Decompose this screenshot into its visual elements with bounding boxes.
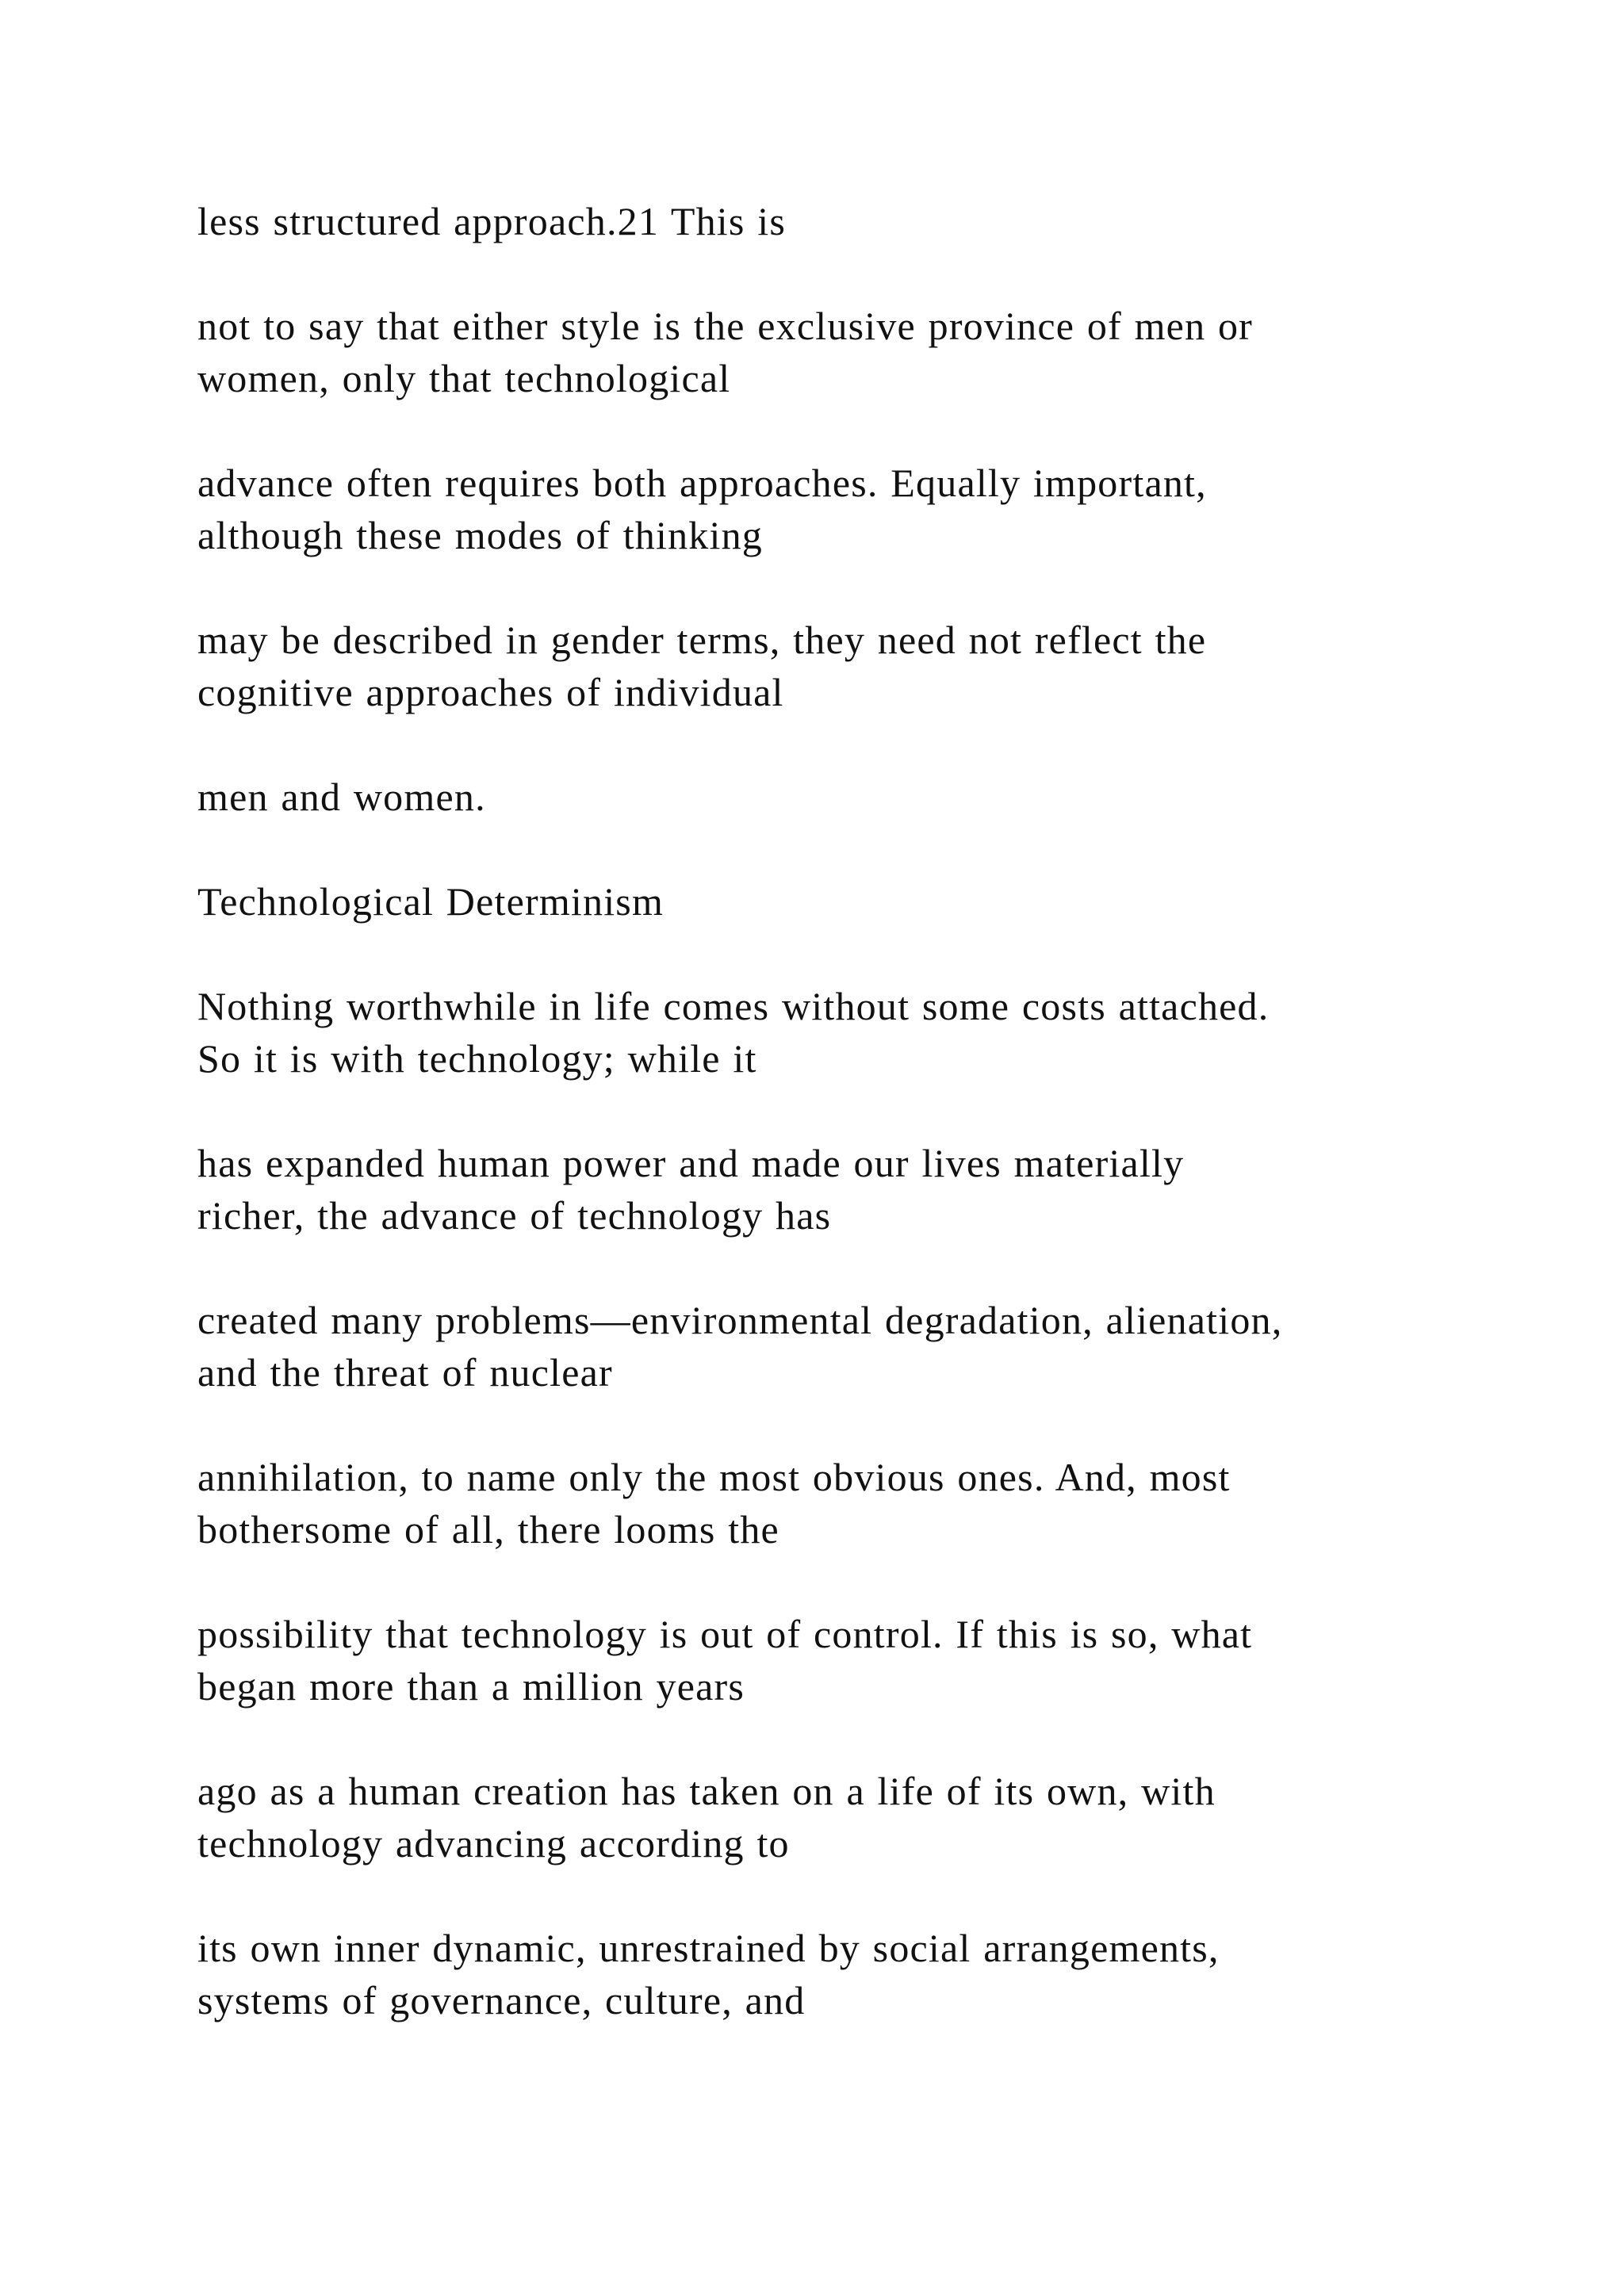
paragraph-8: created many problems—environmental degradation, alienation, and the threat of nuclear: [197, 1298, 1283, 1395]
paragraph-9: annihilation, to name only the most obvious ones. And, most bothersome of all, there looms the: [197, 1455, 1231, 1552]
paragraph-1: less structured approach.21 This is: [197, 199, 786, 243]
paragraph-3: advance often requires both approaches. Equally important, although these modes of thinking: [197, 461, 1207, 557]
paragraph-5: men and women.: [197, 775, 486, 819]
paragraph-2: not to say that either style is the exclusive province of men or women, only that technological: [197, 304, 1254, 400]
paragraph-10: possibility that technology is out of control. If this is so, what began more than a million years: [197, 1612, 1253, 1709]
paragraph-7: has expanded human power and made our lives materially richer, the advance of technology has: [197, 1141, 1185, 1238]
paragraph-4: may be described in gender terms, they need not reflect the cognitive approaches of individual: [197, 618, 1207, 714]
paragraph-12: its own inner dynamic, unrestrained by social arrangements, systems of governance, culture, and: [197, 1926, 1220, 2022]
paragraph-6: Nothing worthwhile in life comes without some costs attached. So it is with technology; while it: [197, 984, 1270, 1081]
section-heading: Technological Determinism: [197, 879, 665, 924]
paragraph-11: ago as a human creation has taken on a life of its own, with technology advancing according to: [197, 1769, 1216, 1866]
